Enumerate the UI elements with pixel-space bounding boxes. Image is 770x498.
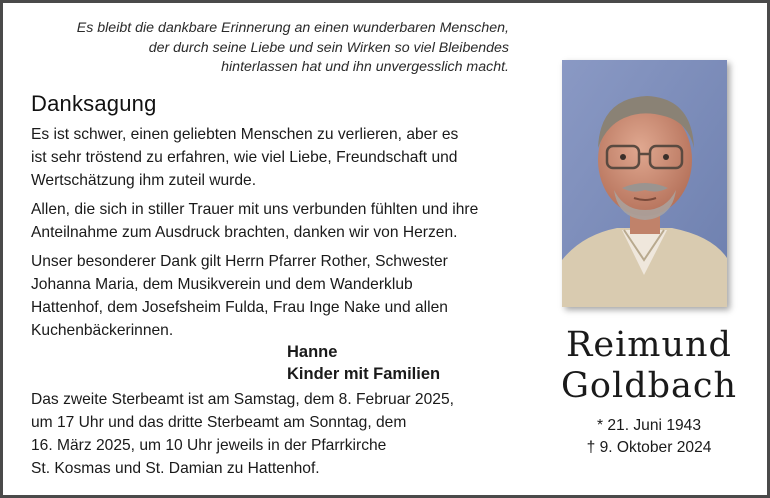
memorial-quote	[0, 19, 509, 78]
text-line: Anteilnahme zum Ausdruck brachten, danken wir von Herzen.	[31, 224, 458, 241]
portrait-illustration	[562, 60, 727, 307]
notice-line: St. Kosmas und St. Damian zu Hattenhof.	[31, 460, 320, 477]
portrait-photo	[562, 60, 727, 307]
text-line: Kuchenbäckerinnen.	[31, 322, 174, 339]
quote-line: Es bleibt die dankbare Erinnerung an einen wunderbaren Menschen,	[76, 20, 509, 36]
death-date: † 9. Oktober 2024	[586, 439, 712, 456]
text-line: Hattenhof, dem Josefsheim Fulda, Frau Inge Nake und allen	[31, 299, 448, 316]
thanks-text	[31, 123, 521, 348]
text-line: Johanna Maria, dem Musikverein und dem Wanderklub	[31, 276, 413, 293]
birth-date: * 21. Juni 1943	[596, 417, 702, 434]
notice-line: Das zweite Sterbeamt ist am Samstag, dem 8. Februar 2025,	[31, 391, 454, 408]
text-line: Es ist schwer, einen geliebten Menschen zu verlieren, aber es	[31, 126, 459, 143]
text-line: ist sehr tröstend zu erfahren, wie viel Liebe, Freundschaft und	[31, 149, 458, 166]
mass-notice	[31, 388, 521, 480]
signer-line: Kinder mit Familien	[287, 365, 441, 383]
text-line: Unser besonderer Dank gilt Herrn Pfarrer Rother, Schwester	[31, 253, 448, 270]
text-line: Allen, die sich in stiller Trauer mit uns verbunden fühlten und ihre	[31, 201, 479, 218]
first-name: Reimund	[566, 325, 732, 365]
thanks-paragraph	[31, 250, 521, 342]
thanks-paragraph	[31, 123, 521, 192]
quote-line: der durch seine Liebe und sein Wirken so viel Bleibendes	[148, 39, 509, 56]
quote-line: hinterlassen hat und ihn unvergesslich macht.	[221, 59, 509, 75]
text-line: Wertschätzung ihm zuteil wurde.	[31, 172, 257, 189]
life-dates	[543, 415, 755, 459]
notice-line: um 17 Uhr und das dritte Sterbeamt am Sonntag, dem	[31, 414, 407, 431]
signers	[287, 341, 440, 385]
deceased-name	[543, 325, 755, 407]
notice-line: 16. März 2025, um 10 Uhr jeweils in der Pfarrkirche	[31, 437, 387, 454]
page-title: Danksagung	[31, 91, 157, 116]
signer-line: Hanne	[287, 343, 338, 361]
thanks-paragraph	[31, 198, 521, 244]
last-name: Goldbach	[560, 366, 738, 406]
